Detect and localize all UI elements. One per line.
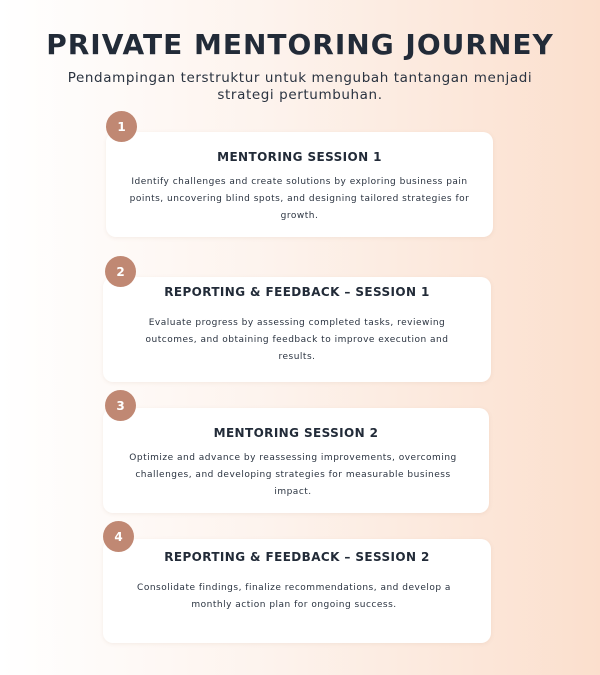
step-card-3	[103, 408, 489, 513]
step-description-3: Optimize and advance by reassessing improvements, overcoming challenges, and developing strategies for measurable business impact.	[129, 453, 457, 497]
step-card-2	[103, 277, 491, 382]
step-number-badge-1: 1	[106, 111, 137, 142]
step-title-3: MENTORING SESSION 2	[213, 426, 379, 440]
step-title-1: MENTORING SESSION 1	[217, 150, 382, 164]
step-number-badge-3: 3	[105, 390, 136, 421]
step-description-2: Evaluate progress by assessing completed tasks, reviewing outcomes, and obtaining feedback to improve execution and results.	[145, 318, 449, 362]
page-title: PRIVATE MENTORING JOURNEY	[46, 28, 554, 61]
page-subtitle: Pendampingan terstruktur untuk mengubah tantangan menjadi strategi pertumbuhan.	[67, 70, 533, 103]
step-number-badge-4: 4	[103, 521, 134, 552]
step-card-4	[103, 539, 491, 643]
step-title-4: REPORTING & FEEDBACK – SESSION 2	[164, 550, 430, 564]
step-number-badge-2: 2	[105, 256, 136, 287]
step-title-2: REPORTING & FEEDBACK – SESSION 1	[164, 285, 430, 299]
step-card-1	[106, 132, 493, 237]
step-description-4: Consolidate findings, finalize recommendations, and develop a monthly action plan for ongoing success.	[137, 583, 451, 610]
step-description-1: Identify challenges and create solutions by exploring business pain points, uncovering blind spots, and designing tailored strategies for growth.	[129, 177, 470, 221]
